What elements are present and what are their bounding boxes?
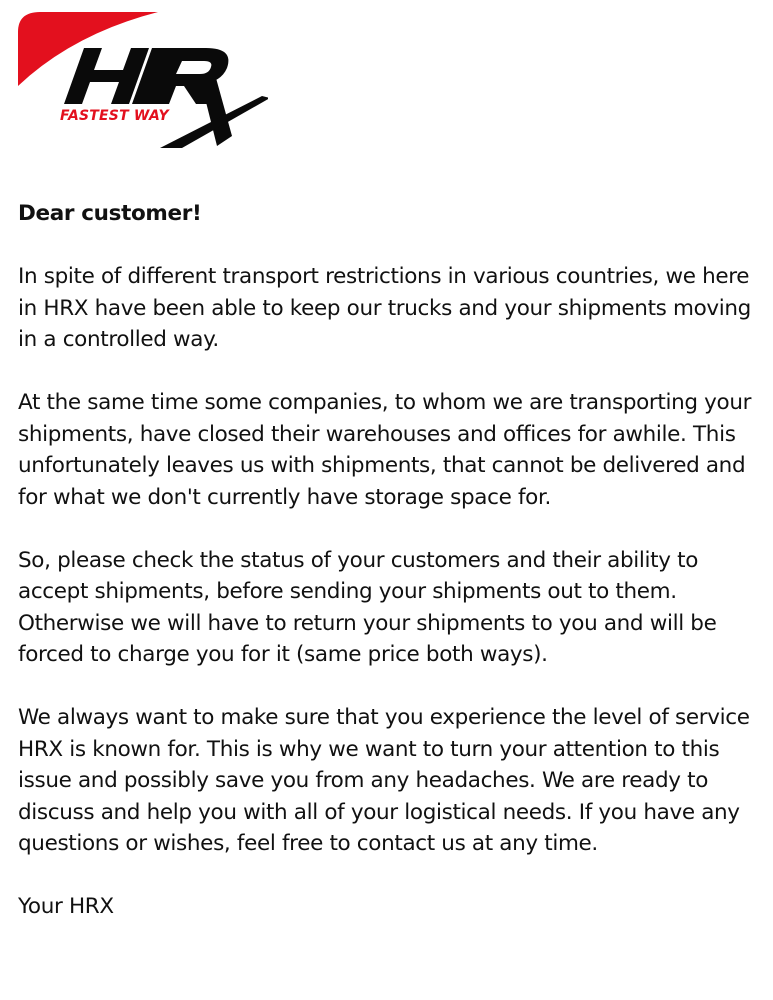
- letter-paragraph-4: We always want to make sure that you experience the level of service HRX is known for. This is why we want to turn your attention to this issue and possibly save you from any headaches. We are ready to discuss and help you with all of your logistical needs. If you have any questions or wishes, feel free to contact us at any time.: [18, 705, 750, 856]
- logo-tagline: FASTEST WAY: [60, 108, 169, 124]
- hrx-logo: [18, 12, 268, 152]
- letter-signature: Your HRX: [18, 894, 114, 919]
- logo-letter-x-shape: [200, 78, 232, 146]
- letter-paragraph-3: So, please check the status of your customers and their ability to accept shipments, before sending your shipments out to them. Otherwise we will have to return your shipments to you and will be forced to charge you for it (same price both ways).: [18, 547, 717, 667]
- hrx-logo-graphic: [18, 12, 268, 152]
- letter-paragraph-2: At the same time some companies, to whom we are transporting your shipments, have closed their warehouses and offices for awhile. This unfortunately leaves us with shipments, that cannot be delivered and for what we don't currently have storage space for.: [18, 390, 752, 510]
- letter-greeting: Dear customer!: [18, 201, 202, 226]
- letter-paragraph-1: In spite of different transport restrictions in various countries, we here in HRX have been able to keep our trucks and your shipments moving in a controlled way.: [18, 264, 751, 352]
- letter-body: [18, 198, 753, 923]
